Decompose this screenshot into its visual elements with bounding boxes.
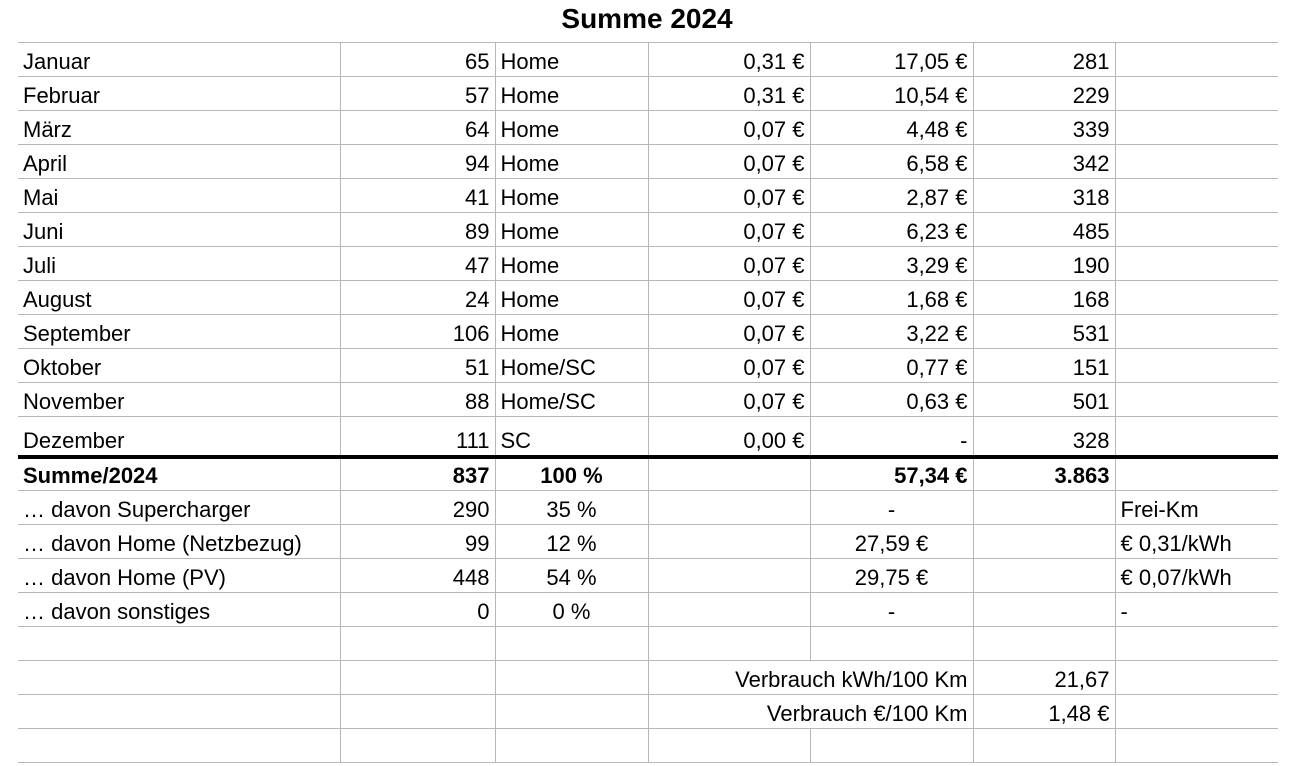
- source-cell[interactable]: Home: [495, 247, 648, 281]
- month-row: [18, 145, 1278, 179]
- source-cell[interactable]: Home: [495, 43, 648, 77]
- source-cell[interactable]: Home/SC: [495, 383, 648, 417]
- source-cell[interactable]: Home: [495, 281, 648, 315]
- cost-cell[interactable]: 3,22 €: [810, 315, 973, 349]
- breakdown-percent-cell[interactable]: 12 %: [495, 525, 648, 559]
- empty-cell[interactable]: [495, 695, 648, 729]
- breakdown-label-cell[interactable]: … davon sonstiges: [18, 593, 340, 627]
- kwh-cell[interactable]: 106: [340, 315, 495, 349]
- breakdown-kwh-cell[interactable]: 448: [340, 559, 495, 593]
- empty-cell[interactable]: [1115, 627, 1278, 661]
- month-name-cell[interactable]: Oktober: [18, 349, 340, 383]
- breakdown-note-cell[interactable]: -: [1115, 593, 1278, 627]
- kwh-cell[interactable]: 64: [340, 111, 495, 145]
- month-row: [18, 349, 1278, 383]
- price-cell[interactable]: 0,00 €: [648, 417, 810, 457]
- breakdown-note-cell[interactable]: Frei-Km: [1115, 491, 1278, 525]
- breakdown-kwh-cell[interactable]: 99: [340, 525, 495, 559]
- breakdown-note-cell[interactable]: € 0,31/kWh: [1115, 525, 1278, 559]
- km-cell[interactable]: 281: [973, 43, 1115, 77]
- source-cell[interactable]: Home: [495, 77, 648, 111]
- month-row: [18, 111, 1278, 145]
- month-row: [18, 281, 1278, 315]
- empty-cell[interactable]: [1115, 213, 1278, 247]
- kwh-cell[interactable]: 57: [340, 77, 495, 111]
- empty-cell[interactable]: [340, 695, 495, 729]
- empty-cell[interactable]: [495, 627, 648, 661]
- source-cell[interactable]: Home: [495, 179, 648, 213]
- summary-cost-cell[interactable]: 57,34 €: [810, 457, 973, 491]
- price-cell[interactable]: 0,07 €: [648, 145, 810, 179]
- consumption-value-cell[interactable]: 1,48 €: [973, 695, 1115, 729]
- summary-table: [18, 42, 1278, 763]
- breakdown-kwh-cell[interactable]: 0: [340, 593, 495, 627]
- month-name-cell[interactable]: August: [18, 281, 340, 315]
- empty-cell[interactable]: [648, 593, 810, 627]
- empty-cell[interactable]: [340, 661, 495, 695]
- empty-cell[interactable]: [18, 729, 340, 763]
- km-cell[interactable]: 501: [973, 383, 1115, 417]
- breakdown-cost-cell[interactable]: 27,59 €: [810, 525, 973, 559]
- kwh-cell[interactable]: 89: [340, 213, 495, 247]
- month-name-cell[interactable]: Juli: [18, 247, 340, 281]
- breakdown-label-cell[interactable]: … davon Supercharger: [18, 491, 340, 525]
- empty-cell[interactable]: [495, 729, 648, 763]
- sheet-title: Summe 2024: [561, 3, 733, 34]
- breakdown-cost-cell[interactable]: -: [810, 491, 973, 525]
- empty-cell[interactable]: [648, 729, 810, 763]
- empty-cell[interactable]: [1115, 695, 1278, 729]
- breakdown-percent-cell[interactable]: 0 %: [495, 593, 648, 627]
- source-cell[interactable]: Home: [495, 213, 648, 247]
- price-cell[interactable]: 0,07 €: [648, 281, 810, 315]
- price-cell[interactable]: 0,07 €: [648, 247, 810, 281]
- kwh-cell[interactable]: 41: [340, 179, 495, 213]
- breakdown-row: [18, 525, 1278, 559]
- empty-cell[interactable]: [810, 627, 973, 661]
- breakdown-row: [18, 593, 1278, 627]
- consumption-value-cell[interactable]: 21,67: [973, 661, 1115, 695]
- empty-cell[interactable]: [648, 525, 810, 559]
- consumption-row: [18, 661, 1278, 695]
- consumption-row: [18, 695, 1278, 729]
- cost-cell[interactable]: 3,29 €: [810, 247, 973, 281]
- kwh-cell[interactable]: 94: [340, 145, 495, 179]
- km-cell[interactable]: 531: [973, 315, 1115, 349]
- summary-percent-cell[interactable]: 100 %: [495, 457, 648, 491]
- month-name-cell[interactable]: Januar: [18, 43, 340, 77]
- month-name-cell[interactable]: November: [18, 383, 340, 417]
- summary-km-cell[interactable]: 3.863: [973, 457, 1115, 491]
- empty-cell[interactable]: [1115, 457, 1278, 491]
- month-row: [18, 383, 1278, 417]
- month-row: [18, 179, 1278, 213]
- breakdown-percent-cell[interactable]: 54 %: [495, 559, 648, 593]
- km-cell[interactable]: 318: [973, 179, 1115, 213]
- consumption-label-cell[interactable]: Verbrauch €/100 Km: [648, 695, 973, 729]
- empty-cell[interactable]: [1115, 383, 1278, 417]
- source-cell[interactable]: Home: [495, 315, 648, 349]
- source-cell[interactable]: Home: [495, 145, 648, 179]
- empty-cell[interactable]: [1115, 315, 1278, 349]
- source-cell[interactable]: Home: [495, 111, 648, 145]
- cost-cell[interactable]: 0,77 €: [810, 349, 973, 383]
- cost-cell[interactable]: 0,63 €: [810, 383, 973, 417]
- price-cell[interactable]: 0,07 €: [648, 179, 810, 213]
- empty-cell[interactable]: [1115, 179, 1278, 213]
- kwh-cell[interactable]: 51: [340, 349, 495, 383]
- month-name-cell[interactable]: Juni: [18, 213, 340, 247]
- empty-cell[interactable]: [648, 627, 810, 661]
- month-row: [18, 315, 1278, 349]
- price-cell[interactable]: 0,31 €: [648, 77, 810, 111]
- empty-cell[interactable]: [1115, 349, 1278, 383]
- cost-cell[interactable]: 17,05 €: [810, 43, 973, 77]
- price-cell[interactable]: 0,07 €: [648, 349, 810, 383]
- month-name-cell[interactable]: Dezember: [18, 417, 340, 457]
- cost-cell[interactable]: 6,58 €: [810, 145, 973, 179]
- empty-cell[interactable]: [973, 729, 1115, 763]
- empty-cell[interactable]: [1115, 417, 1278, 457]
- empty-cell[interactable]: [18, 627, 340, 661]
- cost-cell[interactable]: 4,48 €: [810, 111, 973, 145]
- source-cell[interactable]: Home/SC: [495, 349, 648, 383]
- empty-cell[interactable]: [1115, 661, 1278, 695]
- summary-kwh-cell[interactable]: 837: [340, 457, 495, 491]
- cost-cell[interactable]: 6,23 €: [810, 213, 973, 247]
- empty-cell[interactable]: [1115, 281, 1278, 315]
- breakdown-label-cell[interactable]: … davon Home (PV): [18, 559, 340, 593]
- empty-cell[interactable]: [340, 627, 495, 661]
- price-cell[interactable]: 0,07 €: [648, 315, 810, 349]
- km-cell[interactable]: 151: [973, 349, 1115, 383]
- kwh-cell[interactable]: 88: [340, 383, 495, 417]
- empty-cell[interactable]: [648, 491, 810, 525]
- summary-row: [18, 457, 1278, 491]
- cost-cell[interactable]: 2,87 €: [810, 179, 973, 213]
- source-cell[interactable]: SC: [495, 417, 648, 457]
- km-cell[interactable]: 328: [973, 417, 1115, 457]
- breakdown-kwh-cell[interactable]: 290: [340, 491, 495, 525]
- breakdown-row: [18, 491, 1278, 525]
- empty-cell[interactable]: [973, 627, 1115, 661]
- empty-cell[interactable]: [18, 661, 340, 695]
- kwh-cell[interactable]: 47: [340, 247, 495, 281]
- empty-cell[interactable]: [1115, 729, 1278, 763]
- km-cell[interactable]: 339: [973, 111, 1115, 145]
- empty-cell[interactable]: [648, 559, 810, 593]
- empty-cell[interactable]: [973, 593, 1115, 627]
- empty-cell[interactable]: [1115, 111, 1278, 145]
- month-row: [18, 417, 1278, 457]
- month-name-cell[interactable]: Mai: [18, 179, 340, 213]
- breakdown-cost-cell[interactable]: 29,75 €: [810, 559, 973, 593]
- breakdown-label-cell[interactable]: … davon Home (Netzbezug): [18, 525, 340, 559]
- breakdown-note-cell[interactable]: € 0,07/kWh: [1115, 559, 1278, 593]
- month-row: [18, 213, 1278, 247]
- price-cell[interactable]: 0,07 €: [648, 111, 810, 145]
- month-name-cell[interactable]: September: [18, 315, 340, 349]
- kwh-cell[interactable]: 111: [340, 417, 495, 457]
- km-cell[interactable]: 168: [973, 281, 1115, 315]
- empty-row: [18, 729, 1278, 763]
- empty-cell[interactable]: [1115, 247, 1278, 281]
- empty-cell[interactable]: [973, 491, 1115, 525]
- empty-cell[interactable]: [973, 559, 1115, 593]
- month-name-cell[interactable]: April: [18, 145, 340, 179]
- empty-row: [18, 627, 1278, 661]
- km-cell[interactable]: 229: [973, 77, 1115, 111]
- empty-cell[interactable]: [18, 695, 340, 729]
- price-cell[interactable]: 0,07 €: [648, 213, 810, 247]
- month-name-cell[interactable]: Februar: [18, 77, 340, 111]
- kwh-cell[interactable]: 65: [340, 43, 495, 77]
- price-cell[interactable]: 0,31 €: [648, 43, 810, 77]
- km-cell[interactable]: 342: [973, 145, 1115, 179]
- cost-cell[interactable]: 10,54 €: [810, 77, 973, 111]
- month-name-cell[interactable]: März: [18, 111, 340, 145]
- empty-cell[interactable]: [1115, 77, 1278, 111]
- month-row: [18, 43, 1278, 77]
- kwh-cell[interactable]: 24: [340, 281, 495, 315]
- empty-cell[interactable]: [973, 525, 1115, 559]
- price-cell[interactable]: 0,07 €: [648, 383, 810, 417]
- cost-cell[interactable]: 1,68 €: [810, 281, 973, 315]
- km-cell[interactable]: 485: [973, 213, 1115, 247]
- summary-label-cell[interactable]: Summe/2024: [18, 457, 340, 491]
- empty-cell[interactable]: [648, 457, 810, 491]
- empty-cell[interactable]: [1115, 145, 1278, 179]
- breakdown-cost-cell[interactable]: -: [810, 593, 973, 627]
- month-row: [18, 247, 1278, 281]
- empty-cell[interactable]: [495, 661, 648, 695]
- empty-cell[interactable]: [810, 729, 973, 763]
- empty-cell[interactable]: [340, 729, 495, 763]
- empty-cell[interactable]: [1115, 43, 1278, 77]
- km-cell[interactable]: 190: [973, 247, 1115, 281]
- breakdown-percent-cell[interactable]: 35 %: [495, 491, 648, 525]
- consumption-label-cell[interactable]: Verbrauch kWh/100 Km: [648, 661, 973, 695]
- cost-cell[interactable]: -: [810, 417, 973, 457]
- breakdown-row: [18, 559, 1278, 593]
- month-row: [18, 77, 1278, 111]
